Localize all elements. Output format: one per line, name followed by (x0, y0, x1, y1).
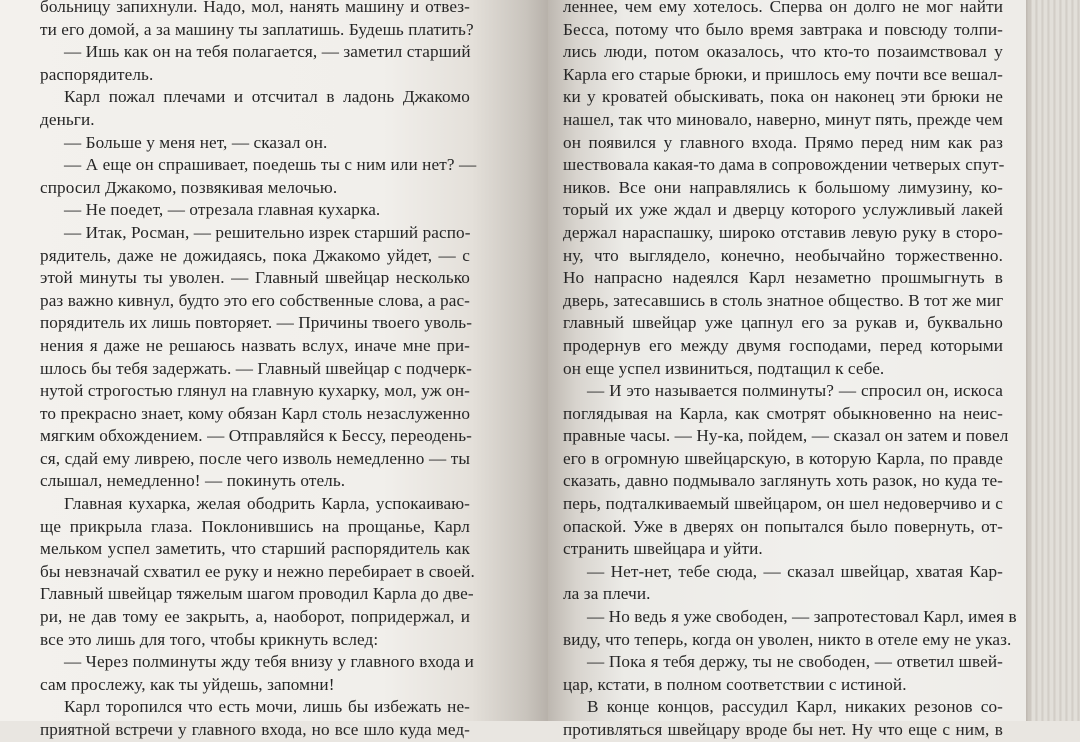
text-line: сказать, давно подмывало заглянуть хоть разок, но куда те- (563, 471, 1003, 491)
text-line: цар, кстати, в полном соответствии с истиной. (563, 674, 907, 694)
text-line: В конце концов, рассудил Карл, никаких резонов со- (587, 697, 1003, 717)
text-line: сам прослежу, как ты уйдешь, запомни! (40, 674, 335, 694)
text-line: ти его домой, а за машину ты заплатишь. Будешь платить? (40, 19, 474, 39)
text-line: он появился у главного входа. Прямо перед ним как раз (563, 132, 1003, 152)
text-line: нашел, так что миновало, наверно, минут пять, прежде чем (563, 109, 1003, 129)
text-line: то прекрасно знает, кому обязан Карл столь незаслуженно (40, 403, 471, 423)
text-line: — Больше у меня нет, — сказал он. (64, 132, 328, 152)
page-edge-stack (1026, 0, 1080, 721)
text-line: Главный швейцар тяжелым шагом проводил Карла до две- (40, 584, 474, 604)
text-line: Карл пожал плечами и отсчитал в ладонь Джакомо (64, 87, 470, 107)
text-line: все это лишь для того, чтобы крикнуть вслед: (40, 629, 379, 649)
text-line: раз важно кивнул, будто это его собственные слова, а рас- (40, 290, 470, 310)
text-line: противляться швейцару вроде бы нет. Ну что еще с ним, в (563, 720, 1003, 739)
text-line: — Нет-нет, тебе сюда, — сказал швейцар, хватая Кар- (587, 561, 1003, 581)
text-line: виду, что теперь, когда он уволен, никто в отеле ему не указ. (563, 629, 1012, 649)
text-line: — Не поедет, — отрезала главная кухарка. (64, 200, 381, 220)
text-line: — И это называется полминуты? — спросил он, искоса (587, 381, 1003, 401)
text-line: — Итак, Росман, — решительно изрек старший распо- (64, 222, 471, 242)
text-line: опаской. Уже в дверях он попытался было повернуть, от- (563, 516, 1003, 536)
text-line: больницу запихнули. Надо, мол, нанять машину и отвез- (40, 0, 470, 16)
text-line: Главная кухарка, желая ободрить Карла, успокаиваю- (64, 494, 470, 514)
text-line: ри, не дав тому ее закрыть, а, наоборот, попридержал, и (40, 607, 470, 627)
text-line: — Пока я тебя держу, ты не свободен, — ответил швей- (587, 652, 1003, 672)
text-line: мягким обхождением. — Отправляйся к Бессу, переодень- (40, 426, 472, 446)
text-line: Но напрасно надеялся Карл незаметно прошмыгнуть в (563, 268, 1003, 288)
text-line: Карла его старые брюки, и пришлось ему почти все вешал- (563, 64, 1003, 84)
text-line: шествовала какая-то дама в сопровождении четверых спут- (563, 155, 1005, 175)
text-line: нения я даже не решаюсь назвать вслух, иначе мне при- (40, 335, 470, 355)
text-line: шлось бы тебя задержать. — Главный швейцар с подчерк- (40, 358, 472, 378)
text-line: продернув его между двумя господами, перед которыми (563, 335, 1003, 355)
text-line: нутой строгостью глянул на главную кухарку, мол, уж он- (40, 381, 470, 401)
text-line: распорядитель. (40, 64, 154, 84)
text-line: Бесса, потому что было время завтрака и повсюду толпи- (563, 19, 1003, 39)
text-line: его в огромную швейцарскую, в которую Карла, по правде (563, 448, 1003, 468)
text-line: ще прикрыла глаза. Поклонившись на прощанье, Карл (40, 516, 470, 536)
text-line: порядитель их лишь повторяет. — Причины твоего уволь- (40, 313, 473, 333)
text-line: лись люди, потом оказалось, что кто-то позаимствовал у (563, 42, 1003, 62)
left-page-text (40, 0, 477, 742)
text-line: торый их уже ждал и дверцу которого услужливый лакей (563, 200, 1003, 220)
text-line: дверь, затесавшись в столь знатное общество. В тот же миг (563, 290, 1004, 310)
text-line: держал нараспашку, широко отставив левую руку в сторо- (563, 222, 1003, 242)
text-line: деньги. (40, 109, 95, 129)
text-line: странить швейцара и уйти. (563, 539, 763, 559)
text-line: спросил Джакомо, позвякивая мелочью. (40, 177, 338, 197)
text-line: ся, сдай ему ливрею, после чего изволь немедленно — ты (40, 448, 470, 468)
text-line: леннее, чем ему хотелось. Сперва он долго не мог найти (563, 0, 1003, 16)
text-line: приятной встречи у главного входа, но все шло куда мед- (40, 720, 470, 739)
text-line: этой минуты ты уволен. — Главный швейцар несколько (40, 268, 470, 288)
text-line: — Через полминуты жду тебя внизу у главного входа и (64, 652, 474, 672)
text-line: ну, что выглядело, конечно, необычайно торжественно. (563, 245, 1003, 265)
right-page-text (563, 0, 1017, 742)
text-line: ников. Все они направлялись к большому лимузину, ко- (563, 177, 1003, 197)
text-line: — Но ведь я уже свободен, — запротестовал Карл, имея в (587, 607, 1017, 627)
text-line: перь, подталкиваемый швейцаром, он шел недоверчиво и с (563, 494, 1003, 514)
text-line: Карл торопился что есть мочи, лишь бы избежать не- (64, 697, 470, 717)
text-line: правные часы. — Ну-ка, пойдем, — сказал он затем и повел (563, 426, 1009, 446)
text-line: бы невзначай схватил ее руку и нежно перебирает в своей. (40, 561, 475, 581)
text-line: поглядывая на Карла, как смотрят обыкновенно на неис- (563, 403, 1003, 423)
text-line: ла за плечи. (563, 584, 651, 604)
text-line: слышал, немедленно! — покинуть отель. (40, 471, 346, 491)
text-line: он еще успел извиниться, подтащил к себе. (563, 358, 885, 378)
text-line: главный швейцар уже цапнул его за рукав и, буквально (563, 313, 1003, 333)
text-line: мельком успел заметить, что старший распорядитель как (40, 539, 470, 559)
text-line: — А еще он спрашивает, поедешь ты с ним или нет? — (64, 155, 477, 175)
text-line: рядитель, даже не дожидаясь, пока Джакомо уйдет, — с (40, 245, 470, 265)
text-line: — Ишь как он на тебя полагается, — заметил старший (64, 42, 471, 62)
text-line: ки у кроватей обыскивать, пока он наконец эти брюки не (563, 87, 1003, 107)
